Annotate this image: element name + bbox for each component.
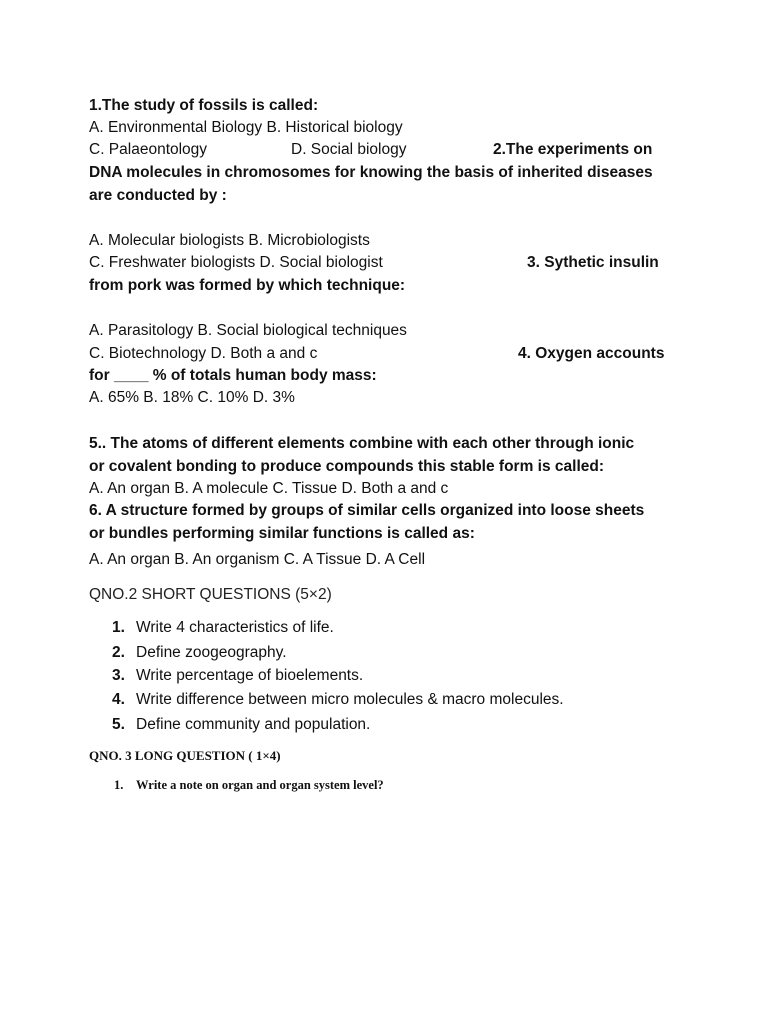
list-item-text: Write a note on organ and organ system level? [136,778,384,792]
q6-stem-line1: 6. A structure formed by groups of similar cells organized into loose sheets [89,502,645,519]
q2-options-ab: A. Molecular biologists B. Microbiologists [89,232,370,249]
q1-option-c: C. Palaeontology [89,141,208,158]
q2-options-cd: C. Freshwater biologists D. Social biologist [89,254,383,271]
q3-stem-line2: from pork was formed by which technique: [89,277,406,294]
list-item-number: 2. [112,644,125,661]
q3-options-cd: C. Biotechnology D. Both a and c [89,345,318,362]
short-questions-heading: QNO.2 SHORT QUESTIONS (5×2) [89,586,332,603]
q4-stem-start: 4. Oxygen accounts [518,345,665,362]
long-question-heading: QNO. 3 LONG QUESTION ( 1×4) [89,748,281,763]
list-item-text: Write percentage of bioelements. [136,667,364,684]
q1-option-d: D. Social biology [291,141,407,158]
q5-options: A. An organ B. A molecule C. Tissue D. Both a and c [89,480,449,497]
q4-options: A. 65% B. 18% C. 10% D. 3% [89,389,295,406]
q2-stem-start: 2.The experiments on [493,141,653,158]
list-item-text: Write difference between micro molecules & macro molecules. [136,691,564,708]
list-item-text: Write 4 characteristics of life. [136,619,334,636]
list-item-number: 1. [112,619,125,636]
q3-options-ab: A. Parasitology B. Social biological techniques [89,322,407,339]
q5-stem-line2: or covalent bonding to produce compounds this stable form is called: [89,458,604,475]
q1-options-ab: A. Environmental Biology B. Historical biology [89,119,403,136]
q6-stem-line2: or bundles performing similar functions is called as: [89,525,475,542]
q5-stem-line1: 5.. The atoms of different elements combine with each other through ionic [89,435,635,452]
q1-stem: 1.The study of fossils is called: [89,97,319,114]
q2-stem-line3: are conducted by : [89,187,227,204]
list-item-number: 5. [112,716,125,733]
q4-stem-line2: for ____ % of totals human body mass: [89,367,377,384]
q3-stem-start: 3. Sythetic insulin [527,254,659,271]
list-item-number: 1. [114,778,124,792]
list-item-text: Define community and population. [136,716,371,733]
list-item-text: Define zoogeography. [136,644,287,661]
list-item-number: 4. [112,691,125,708]
q6-options: A. An organ B. An organism C. A Tissue D. A Cell [89,551,426,568]
list-item-number: 3. [112,667,125,684]
q2-stem-line2: DNA molecules in chromosomes for knowing the basis of inherited diseases [89,164,653,181]
